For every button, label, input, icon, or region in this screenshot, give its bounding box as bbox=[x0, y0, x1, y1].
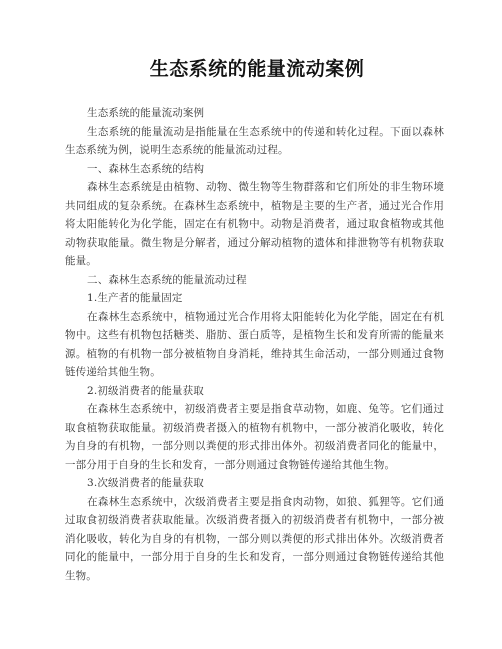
subheading-producers: 1.生产者的能量固定 bbox=[87, 292, 183, 304]
subheading-secondary-consumers: 3.次级消费者的能量获取 bbox=[87, 477, 204, 489]
paragraph-structure: 森林生态系统是由植物、动物、微生物等生物群落和它们所处的非生物环境共同组成的复杂系统。在森林生态系统中，植物是主要的生产者，通过光合作用将太阳能转化为化学能，固定在有机物中。动物是消费者，通过取食植物或其他动物获取能量。微生物是分解者，通过分解动植物的遗体和排泄物等有机物获取能量。 bbox=[65, 181, 444, 267]
document-title: 生态系统的能量流动案例 bbox=[149, 58, 365, 80]
paragraph-primary-consumers: 在森林生态系统中，初级消费者主要是指食草动物，如鹿、兔等。它们通过取食植物获取能量。初级消费者摄入的植物有机物中，一部分被消化吸收，转化为自身的有机物，一部分则以粪便的形式排出体外。初级消费者同化的能量中，一部分用于自身的生长和发育，一部分则通过食物链传递给其他生物。 bbox=[65, 403, 444, 471]
paragraph-subtitle: 生态系统的能量流动案例 bbox=[87, 107, 205, 119]
subheading-primary-consumers: 2.初级消费者的能量获取 bbox=[87, 384, 204, 397]
section-heading-structure: 一、森林生态系统的结构 bbox=[87, 162, 205, 175]
paragraph-intro: 生态系统的能量流动是指能量在生态系统中的传递和转化过程。下面以森林生态系统为例，说明生态系统的能量流动过程。 bbox=[65, 125, 444, 156]
section-heading-energy-flow: 二、森林生态系统的能量流动过程 bbox=[87, 273, 247, 286]
paragraph-secondary-consumers: 在森林生态系统中，次级消费者主要是指食肉动物，如狼、狐狸等。它们通过取食初级消费者获取能量。次级消费者摄入的初级消费者有机物中，一部分被消化吸收，转化为自身的有机物，一部分则以粪便的形式排出体外。次级消费者同化的能量中，一部分用于自身的生长和发育，一部分则通过食物链传递给其他生物。 bbox=[65, 495, 444, 582]
paragraph-producers: 在森林生态系统中，植物通过光合作用将太阳能转化为化学能，固定在有机物中。这些有机物包括糖类、脂肪、蛋白质等，是植物生长和发育所需的能量来源。植物的有机物一部分被植物自身消耗，维持其生命活动，一部分则通过食物链传递给其他生物。 bbox=[65, 310, 444, 378]
